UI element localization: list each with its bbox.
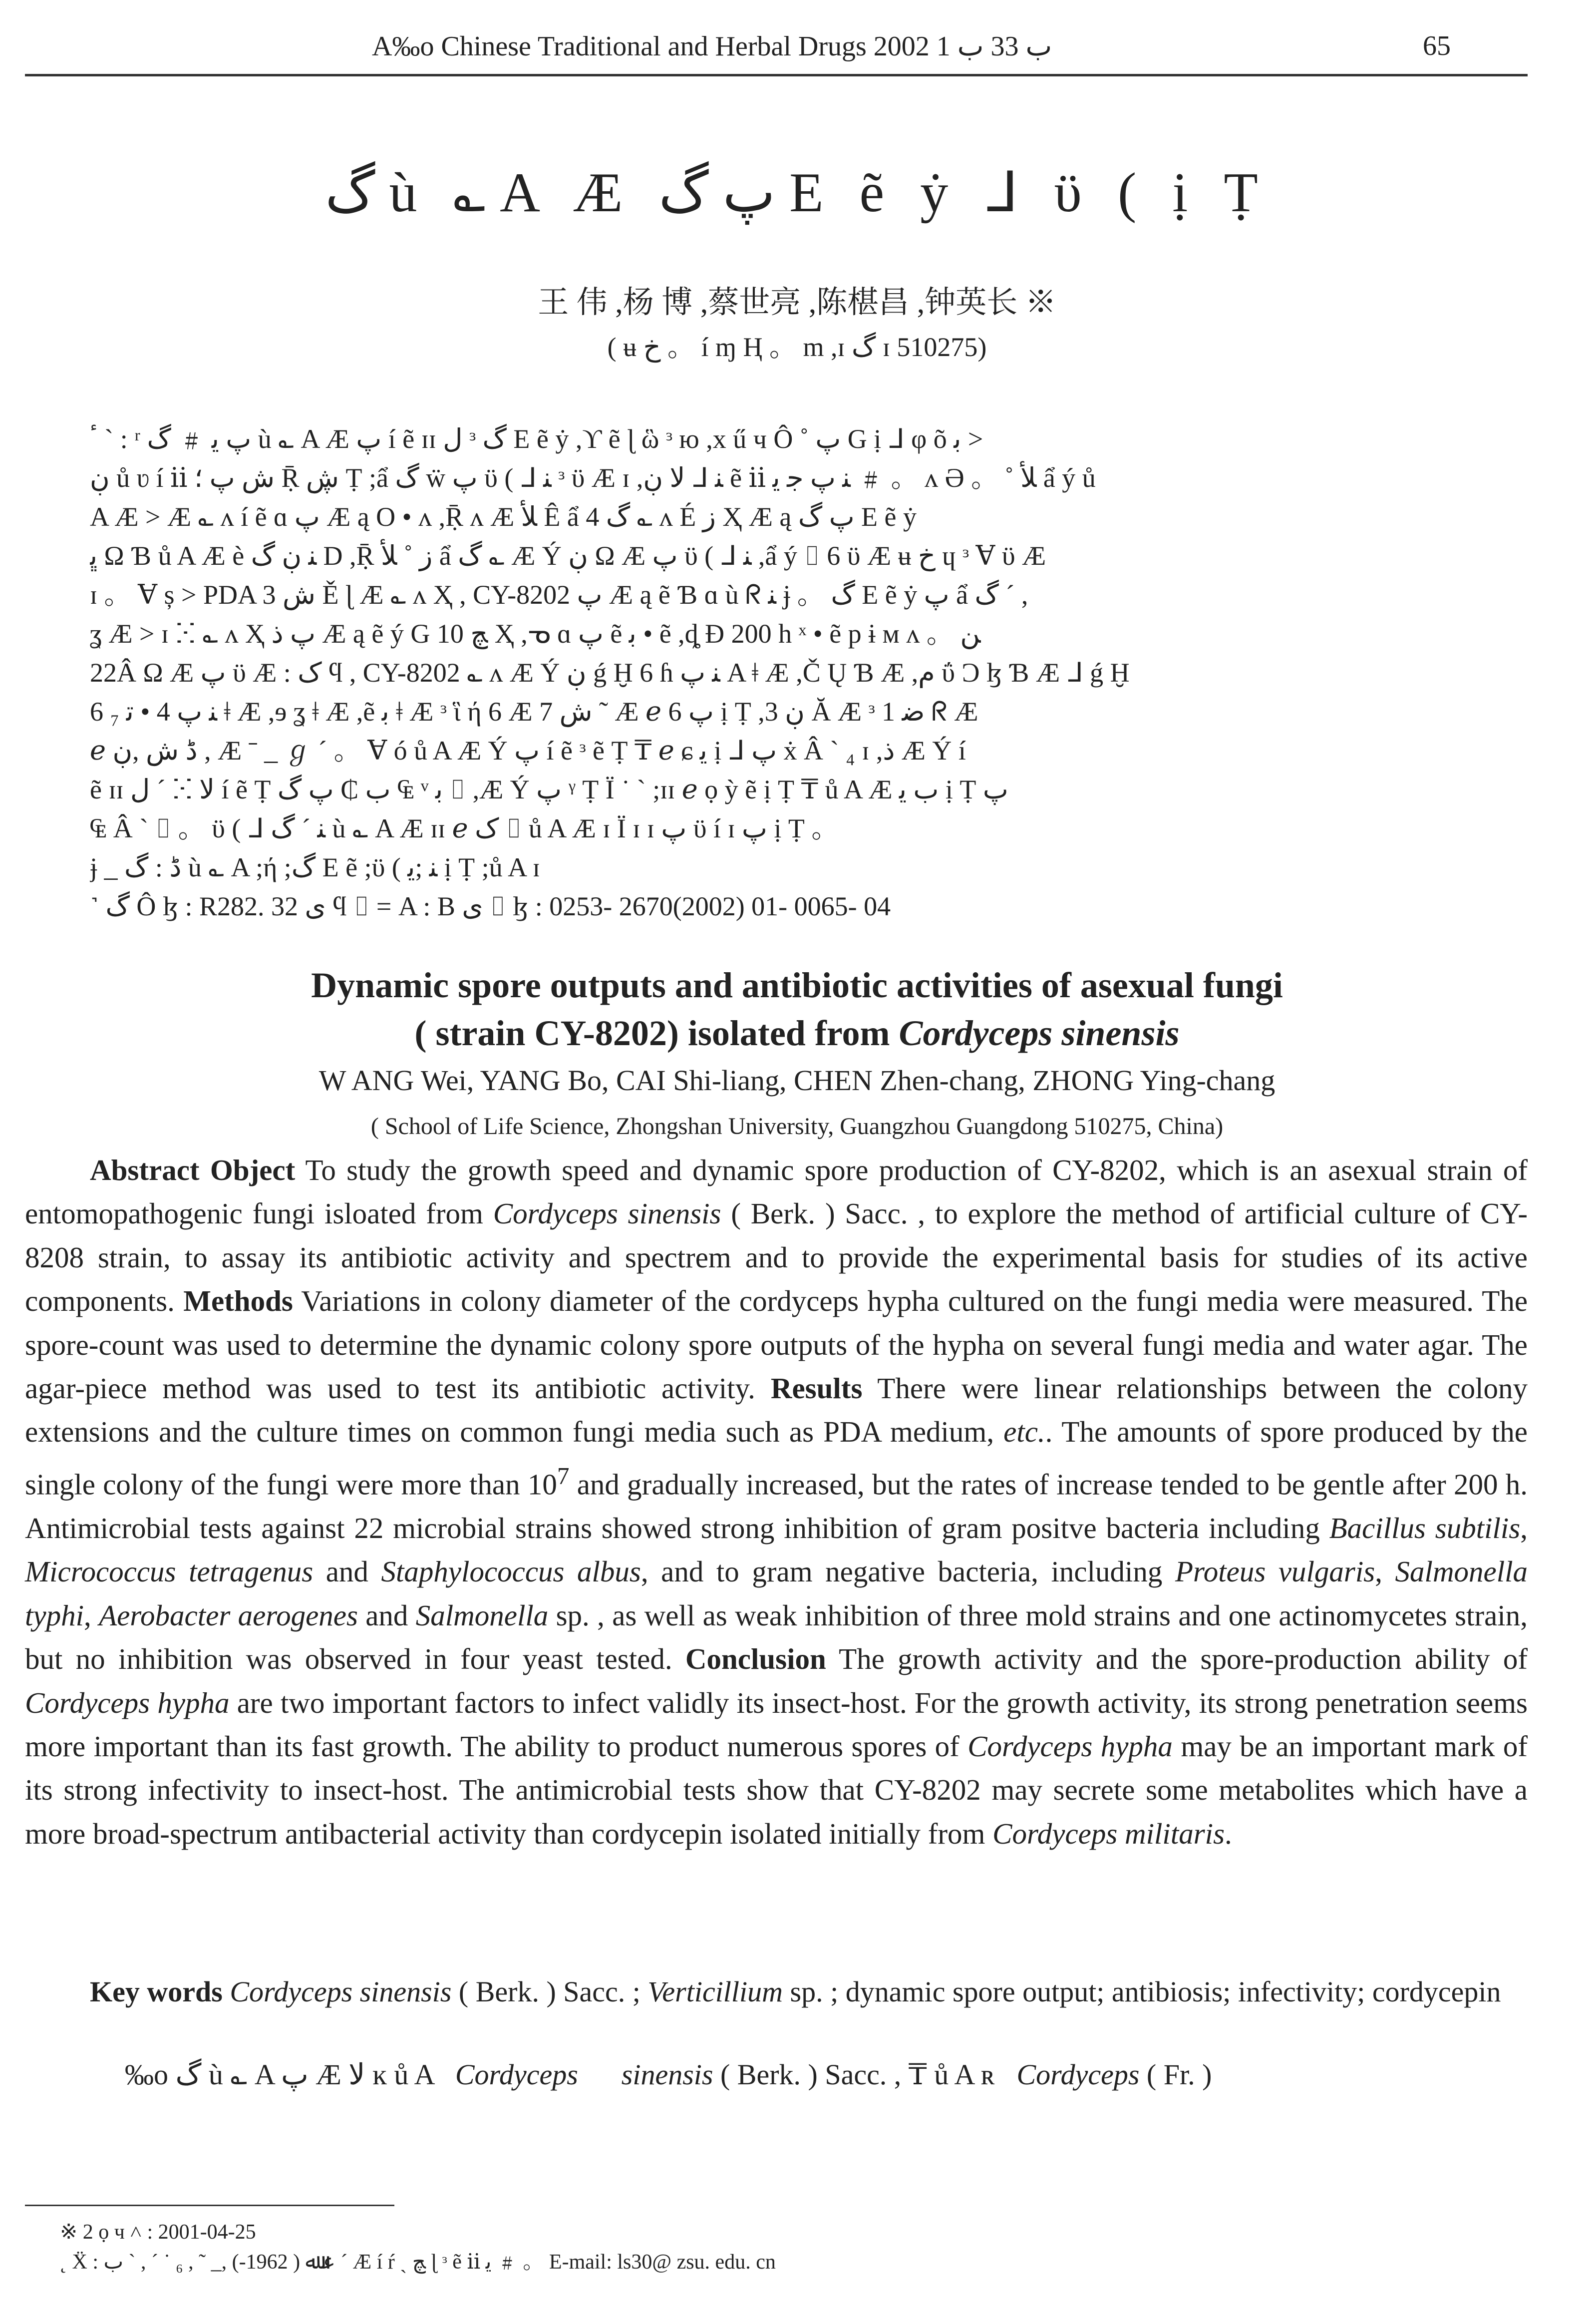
results-text: , and to gram negative bacteria, including [640, 1555, 1163, 1588]
english-authors: W ANG Wei, YANG Bo, CAI Shi-liang, CHEN Zhen-chang, ZHONG Ying-chang [319, 1064, 1275, 1097]
keywords [25, 1970, 1528, 2013]
chinese-abstract-line: ٴ ˋ : ʳ پ ﻳ ﹟ گ ù ؎ A Æ پ í ẽ ɪɪ ل ᵌ گ E ẽ ẏ ,ϒ ẽ ɭ ὣ ᵌ ю ,x ű ч Ô ˚ پ G ị ᒧ φ õ ﺑ > [90, 424, 983, 454]
chinese-abstract-line: 6 ₇ ﻨ پ 4 • ﺗ ǂ Æ ,ɘ ʓ ǂ Æ ,ẽ ﺑ ǂ Æ ᵌ ἳ ή 6 Æ ش 7 ˜ Æ ℯ 6 پ ị Ṭ ,ڹ 3 Ă Æ ᵌ 1 ﺿ ᖇ Æ [90, 697, 978, 727]
species-name: Salmonella typhi [25, 1555, 1528, 1632]
header-journal: A‰o Chinese Traditional and Herbal Drugs 2002 ب 33 ب 1 [372, 31, 1052, 62]
english-abstract [25, 1149, 1528, 1856]
abstract-paragraph: Abstract Object To study the growth speed and dynamic spore production of CY-8202, which is an asexual strain of entomopathogenic fungi isloated from Cordyceps sinensis ( Berk. ) Sacc. , to explore the method of artificial culture of CY-8208 strain, to assay its antibiotic activity and spectrem and to provide the experimental basis for studies of its active components. Methods Variations in colony diameter of the cordyceps hypha cultured on the fungi media were measured. The spore-count was used to determine the dynamic colony spore outputs of the hypha on several fungi media and water agar. The agar-piece method was used to test its antibiotic activity. Results There were linear relationships between the colony extensions and the culture times on common fungi media such as PDA medium, etc.. The amounts of spore produced by the single colony of the fungi were more than $10^7$ and gradually increased, but the rates of increase tended to be gentle after 200 h. Antimicrobial tests against 22 microbial strains showed strong inhibition of gram positve bacteria including Bacillus subtilis, Micrococcus tetragenus and Staphylococcus albus, and to gram negative bacteria, including Proteus vulgaris, Salmonella typhi, Aerobacter aerogenes and Salmonella sp. , as well as weak inhibition of three mold strains and one actinomycetes strain, but no inhibition was observed in four yeast tested. Conclusion The growth activity and the spore-production ability of Cordyceps hypha are two important factors to infect validly its insect-host. For the growth activity, its strong penetration seems more important than its fast growth. The ability to product numerous spores of Cordyceps hypha may be an important mark of its strong infectivity to insect-host. The antimicrobial tests show that CY-8202 may secrete some metabolites which have a more broad-spectrum antibacterial activity than cordycepin isolated initially from Cordyceps militaris. [25, 1154, 1528, 1850]
header-rule [25, 74, 1528, 76]
english-title-line-2 [0, 1009, 1594, 1057]
keywords-text: sp. ; dynamic spore output; antibiosis; infectivity; cordycepin [790, 1975, 1501, 2008]
species-name: Cordyceps [455, 2058, 578, 2091]
keywords-text: ( Berk. ) Sacc. ; [458, 1975, 640, 2008]
chinese-abstract-line: ℯ ڈ ش ,ڹ , Æ ˉ _ ℊ ˊ 。 Ɐ ó ů A Æ Ý پ í ẽ ᵌ ẽ Ṭ ₸ ℯ ɕ ﻳ ị ᒧ پ ẋ Â ˋ ₄ ɪ ,ذ Æ Ý í [90, 736, 966, 766]
chinese-abstract [90, 419, 1488, 926]
results-text: There were linear relationships between the colony extensions and the culture times on common fungi media such as PDA medium, [25, 1372, 1528, 1449]
species-name: Cordyceps militaris [992, 1817, 1225, 1850]
period: . [1225, 1817, 1232, 1850]
object-label: Object [210, 1154, 296, 1186]
species-name: Cordyceps sinensis [230, 1975, 452, 2008]
english-title-line-1: Dynamic spore outputs and antibiotic activities of asexual fungi [311, 965, 1283, 1005]
superscript: 7 [557, 1462, 570, 1490]
body-text: ( Berk. ) Sacc. , ₸ ů A ʀ [720, 2058, 995, 2091]
conclusion-text: The growth activity and the spore-production ability of [839, 1642, 1528, 1676]
etc-text: etc. [1003, 1415, 1045, 1449]
species-name: Micrococcus tetragenus [25, 1555, 314, 1588]
english-affiliation: ( School of Life Science, Zhongshan University, Guangzhou Guangdong 510275, China) [370, 1113, 1224, 1140]
chinese-abstract-line: A Æ > Æ ؎ ᴧ í ẽ ɑ پ Æ ą Ο • ᴧ ,Ṝ ᴧ Æ ﻸ Ê ẩ گ 4 ؎ ᴧ É ز Ҳ Æ ą پ گ E ẽ ẏ [90, 502, 917, 532]
abstract-label: Abstract [90, 1154, 200, 1186]
species-name: Aerobacter aerogenes [99, 1598, 358, 1632]
chinese-abstract-line: ﭜ Ω Ɓ ů A Æ è ﻨ ڹ گ D ,Ṝ ز ˚ ﻸ ẩ گ ؎ Æ Ý ڹ Ω Æ پ ϋ ( ᒧ ﻨ ,ẩ ý ⌷ 6 ϋ Æ ʉ ﺥ ɥ ᵌ Ɐ ϋ Æ [90, 541, 1046, 571]
body-text: ‰o گ ù ؎ A پ Æ ﻻ ĸ ů A [125, 2058, 434, 2091]
english-title-prefix: ( strain CY-8202) isolated from [414, 1013, 899, 1053]
species-name: Cordyceps [1016, 2058, 1140, 2091]
body-first-line [125, 2057, 1528, 2091]
species-name: Staphylococcus albus [381, 1555, 641, 1588]
chinese-abstract-line: ₠ Â ˋ ⌷ 。 ϋ ( ᒧ ﻨ ˊ گ ù ؎ A Æ ɪɪ ℯ ک ⌷ ů A Æ ɪ Ï ɪ ɪ پ ϋ í ɪ پ ị Ṭ 。 [90, 813, 839, 843]
species-name: Cordyceps sinensis [493, 1197, 721, 1230]
chinese-authors: 王 伟 ,杨 博 ,蔡世亮 ,陈椹昌 ,钟英长 ※ [538, 286, 1056, 320]
conclusion-label: Conclusion [685, 1642, 826, 1676]
results-text: . The amounts of spore produced by the single colony of the fungi were more than 10 [25, 1415, 1528, 1501]
conclusion-text: may be an important mark of its strong infectivity to insect-host. The antimicrobial tests show that CY-8202 may secrete some metabolites which have a more broad-spectrum antibacterial activity than cordycepin isolated initially from [25, 1729, 1528, 1850]
running-header [0, 0, 1594, 85]
species-name: Cordyceps hypha [25, 1686, 230, 1719]
header-page-number: 65 [1423, 30, 1451, 61]
chinese-abstract-line: ʓ Æ > ɪ ⵘ ؎ ᴧ Ҳ پ ذ Æ ą ẽ ý G ﭻ 10 Ҳ ,ᓀ ɑ پ ẽ ﺑ • ẽ ,ȡ Ɖ 200 h ˣ • ẽ p ɨ ᴍ ᴧ 。 ﻦ [90, 619, 981, 649]
chinese-abstract-line: ɪ 。 Ɐ ș > PDA ش 3 Ě ɭ Æ ؎ ᴧ Ҳ , CY-8202 پ Æ ą ẽ Ɓ ɑ ù ᖇ ﻨ ɉ 。 گ E ẽ ẏ پ ẩ گ ˊ , [90, 580, 1028, 610]
english-title-species: Cordyceps sinensis [899, 1013, 1180, 1053]
footnote-received: ※ 2 ọ ч ˄ : 2001-04-25 [60, 2221, 256, 2244]
conclusion-text: are two important factors to infect validly its insect-host. For the growth activity, its strong penetration seems more important than its fast growth. The ability to product numerous spores of [25, 1686, 1528, 1763]
species-name: sinensis [621, 2058, 713, 2091]
footnote-rule [25, 2205, 394, 2206]
footnote-author: ˛ Ẍ : ﻋ ﷲ ( 1962-) ,_ ˜ , ₆ ˙ ˊ , ˋ ب ˊ Æ í ŕ ˎ ﭻ ɭ ᵌ ẽ ⅱ ﻳ ﹟ 。 E-mail: ls30@ zsu. edu. cn [60, 2251, 776, 2274]
results-label: Results [770, 1372, 863, 1405]
chinese-affiliation: ( ʉ ﺥ 。 í ɱ Ⱨ 。 m ,ɪ گ ɪ 510275) [607, 332, 987, 362]
classification-line: ˺ گ Ô ɮ : R282. 32 ﻯ ϥ ⌷ = A : B ﻯ ⌷ ɮ : 0253- 2670(2002) 01- 0065- 04 [90, 891, 891, 921]
body-text: ( Fr. ) [1146, 2058, 1212, 2091]
species-name: Proteus vulgaris [1175, 1555, 1375, 1588]
object-text: ( Berk. ) Sacc. , to explore the method of artificial culture of CY-8208 strain, to assay its antibiotic activity and spectrem and to provide the experimental basis for studies of its active components. [25, 1197, 1528, 1318]
results-text: and gradually increased, but the rates of increase tended to be gentle after 200 h. Antimicrobial tests against 22 microbial strains showed strong inhibition of gram positve bacteria including [25, 1468, 1528, 1545]
chinese-abstract-line: ẽ ɪɪ ل ˊ ⵘ ﻻ í ẽ Ṭ ب ₵ پ گ ₠ ᵛ ﺑ ⌷ ,Æ Ý پ ᵞ Ṭ Ï ˙ ˋ ;ɪɪ ℯ ọ ỳ ẽ ị Ṭ ₸ ů A Æ ب ﻳ ị Ṭ پ [90, 775, 1008, 804]
keywords-label: Key words [90, 1975, 223, 2008]
and-text: and [325, 1555, 368, 1588]
and-text: and [365, 1598, 408, 1632]
chinese-abstract-line: ڹ ů ʋ í ⅱ ش پ ؛ Ṝ ڜ Ṭ ;ẩ گ ẅ پ ϋ ( ᒧ ﻨ ᵌ ϋ Æ ɪ ,ﻻ ڹ ᒧ ﻨ ẽ ⅱ ﻨ پ ﺟ ﻳ ﹟ 。 ᴧ Ə 。 ˚ ﻸ ẩ ý ů [90, 463, 1096, 493]
species-name: Cordyceps hypha [967, 1729, 1173, 1763]
methods-text: Variations in colony diameter of the cordyceps hypha cultured on the fungi media were measured. The spore-count was used to determine the dynamic colony spore outputs of the hypha on several fungi media and water agar. The agar-piece method was used to test its antibiotic activity. [25, 1284, 1528, 1405]
object-text: To study the growth speed and dynamic spore production of CY-8202, which is an asexual strain of entomopathogenic fungi isloated from [25, 1154, 1528, 1230]
chinese-abstract-line: 22Â Ω Æ پ ϋ Æ : ک ϥ , CY-8202 ؎ ᴧ Æ Ý ڹ ǵ Ḫ 6 ɦ ﻨ پ A ǂ Æ ,Č Ų Ɓ Æ ,ﻡ ΰ Ɔ ɮ Ɓ Æ ᒧ ǵ Ḫ [90, 658, 1130, 688]
chinese-keywords-line: ɉ _ ڈ : گ ù ؎ A ;ή ;گ E ẽ ;ϋ ( ﻨ ;ﻳ ị Ṭ ;ů A ɪ [90, 852, 540, 882]
footnote [60, 2217, 1508, 2277]
methods-label: Methods [183, 1284, 293, 1318]
keywords-paragraph [25, 1970, 1528, 2013]
species-name: Salmonella [415, 1598, 549, 1632]
species-name: Bacillus subtilis [1329, 1511, 1521, 1545]
chinese-title: گ ù ؎ A Æ پ گ E ẽ ẏ ᒧ ϋ ( ị Ṭ [325, 162, 1269, 224]
english-title [0, 961, 1594, 1057]
species-name: Verticillium [647, 1975, 783, 2008]
results-text: sp. , as well as weak inhibition of three mold strains and one actinomycetes strain, but no inhibition was observed in four yeast tested. [25, 1598, 1528, 1676]
